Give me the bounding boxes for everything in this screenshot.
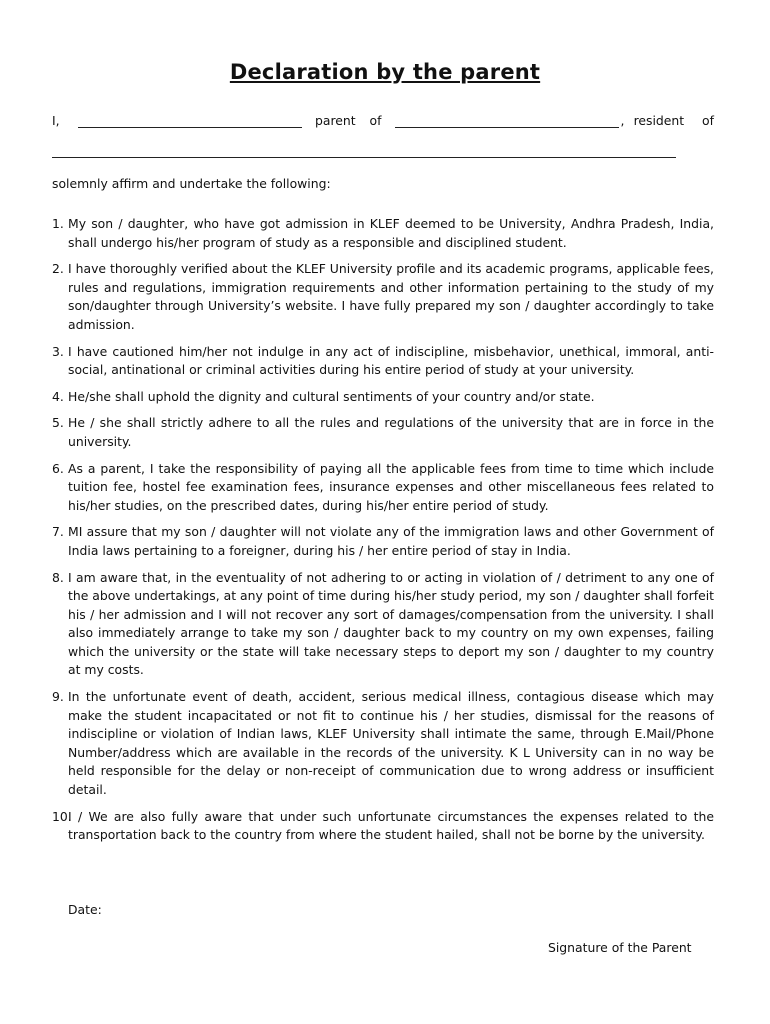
item-text: He / she shall strictly adhere to all the rules and regulations of the university that are in force in the university. — [68, 415, 714, 449]
item-text: In the unfortunate event of death, accident, serious medical illness, contagious disease which may make the student incapacitated or not fit to continue his / her studies, dismissal for the reasons of indiscipline or violation of Indian laws, KLEF University shall intimate the same, through E.Mail/Phone Number/address which are available in the records of the university. K L University can in no way be held responsible for the delay or non-receipt of communication due to wrong address or insufficient detail. — [68, 689, 714, 798]
undertaking-item — [52, 523, 714, 560]
undertaking-item — [52, 688, 714, 800]
undertaking-item — [52, 343, 714, 380]
signature-label: Signature of the Parent — [548, 940, 692, 955]
item-text: I / We are also fully aware that under such unfortunate circumstances the expenses related to the transportation back to the country from where the student hailed, shall not be borne by the university. — [68, 808, 714, 843]
item-text: I am aware that, in the eventuality of not adhering to or acting in violation of / detriment to any one of the above undertakings, at any point of time during his/her study period, my son / daughter shall forfeit his / her admission and I will not recover any sort of damages/compensation from the university. I shall also immediately arrange to take my son / daughter back to my country on my own expenses, failing which the university or the state will take necessary steps to deport my son / daughter to my country at my costs. — [68, 569, 714, 678]
parent-name-field[interactable] — [78, 113, 302, 128]
item-number: 9. — [52, 689, 64, 705]
intro-line — [52, 108, 714, 128]
item-number: 7. — [52, 524, 64, 540]
undertaking-item — [52, 414, 714, 451]
item-text: My son / daughter, who have got admission in KLEF deemed to be University, Andhra Pradesh, India, shall undergo his/her program of study as a responsible and disciplined student. — [68, 216, 714, 250]
undertakings-list — [52, 215, 714, 853]
item-text: As a parent, I take the responsibility of paying all the applicable fees from time to time which include tuition fee, hostel fee examination fees, insurance expenses and other miscellaneous fees related to his/her studies, on the prescribed dates, during his/her entire period of study. — [68, 460, 714, 513]
affirm-statement: solemnly affirm and undertake the following: — [52, 176, 331, 191]
item-number: 8. — [52, 569, 64, 585]
student-name-field[interactable] — [395, 113, 619, 128]
item-number: 10. — [52, 808, 72, 824]
intro-i: I, — [52, 113, 60, 128]
undertaking-item — [52, 260, 714, 334]
residence-field[interactable] — [52, 157, 676, 158]
item-text: He/she shall uphold the dignity and cultural sentiments of your country and/or state. — [68, 388, 595, 404]
undertaking-item — [52, 388, 714, 407]
item-text: MI assure that my son / daughter will not violate any of the immigration laws and other Government of India laws pertaining to a foreigner, during his / her entire period of stay in India. — [68, 524, 714, 558]
item-text: I have cautioned him/her not indulge in any act of indiscipline, misbehavior, unethical, immoral, anti-social, antinational or criminal activities during his entire period of study at your university. — [68, 343, 714, 378]
intro-comma: , — [620, 113, 625, 128]
item-number: 1. — [52, 216, 64, 231]
undertaking-item — [52, 569, 714, 681]
undertaking-item — [52, 808, 714, 845]
item-number: 4. — [52, 388, 64, 404]
undertaking-item — [52, 460, 714, 516]
date-label: Date: — [68, 902, 102, 917]
item-text: I have thoroughly verified about the KLEF University profile and its academic programs, applicable fees, rules and regulations, immigration requirements and other information pertaining to the study of my son/daughter through University’s website. I have fully prepared my son / daughter accordingly to take admission. — [68, 261, 714, 332]
item-number: 3. — [52, 343, 64, 359]
intro-parent-of: parent of — [315, 113, 382, 128]
item-number: 6. — [52, 460, 64, 476]
page-title: Declaration by the parent — [229, 60, 541, 84]
undertaking-item — [52, 215, 714, 252]
item-number: 2. — [52, 261, 64, 277]
intro-resident-of: resident of — [633, 113, 714, 128]
item-number: 5. — [52, 415, 64, 431]
